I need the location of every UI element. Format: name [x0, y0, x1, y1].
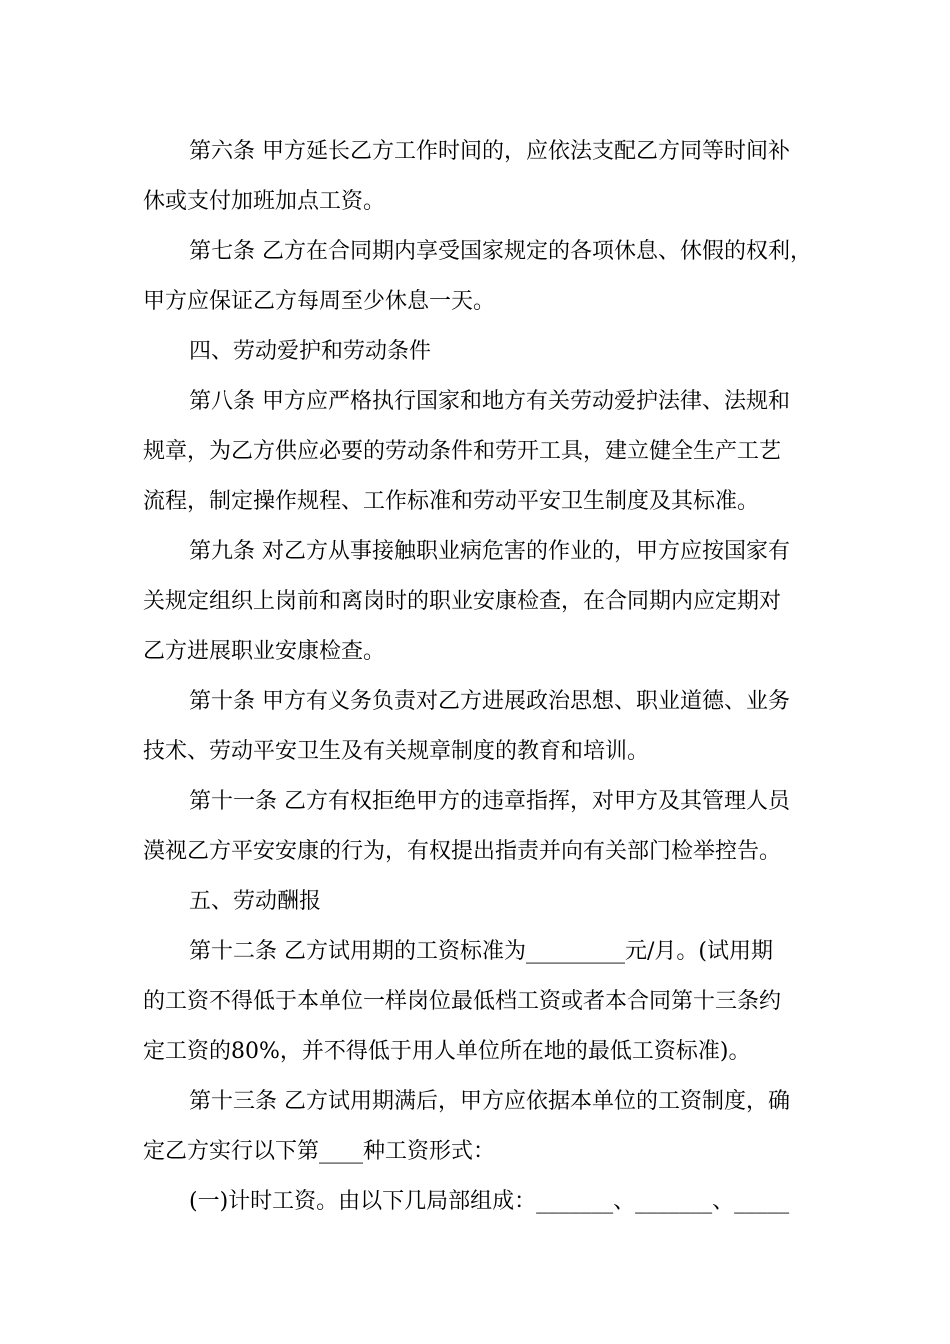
paragraph-line: 第八条 甲方应严格执行国家和地方有关劳动爱护法律、法规和: [189, 389, 790, 414]
paragraph-line: 第七条 乙方在合同期内享受国家规定的各项休息、休假的权利，: [189, 239, 812, 264]
section-heading: 五、劳动酬报: [189, 889, 322, 914]
paragraph-line: 流程，制定操作规程、工作标准和劳动平安卫生制度及其标准。: [143, 489, 760, 514]
paragraph-line: 乙方进展职业安康检查。: [143, 639, 386, 664]
paragraph-line: 第十二条 乙方试用期的工资标准为_________元/月。(试用期: [189, 939, 773, 964]
paragraph-line: 定工资的80%，并不得低于用人单位所在地的最低工资标准)。: [143, 1039, 751, 1064]
paragraph-line: 定乙方实行以下第____种工资形式：: [143, 1139, 496, 1164]
paragraph-line: 第九条 对乙方从事接触职业病危害的作业的，甲方应按国家有: [189, 539, 790, 564]
paragraph-line: (一)计时工资。由以下几局部组成：_______、_______、_____: [189, 1189, 790, 1214]
paragraph-line: 休或支付加班加点工资。: [143, 189, 386, 214]
paragraph-line: 甲方应保证乙方每周至少休息一天。: [143, 289, 496, 314]
paragraph-line: 规章，为乙方供应必要的劳动条件和劳开工具，建立健全生产工艺: [143, 439, 782, 464]
paragraph-line: 第十三条 乙方试用期满后，甲方应依据本单位的工资制度，确: [189, 1089, 790, 1114]
paragraph-line: 的工资不得低于本单位一样岗位最低档工资或者本合同第十三条约: [143, 989, 782, 1014]
paragraph-line: 关规定组织上岗前和离岗时的职业安康检查，在合同期内应定期对: [143, 589, 782, 614]
section-heading: 四、劳动爱护和劳动条件: [189, 339, 432, 364]
paragraph-line: 第六条 甲方延长乙方工作时间的，应依法支配乙方同等时间补: [189, 139, 790, 164]
paragraph-line: 第十一条 乙方有权拒绝甲方的违章指挥，对甲方及其管理人员: [189, 789, 790, 814]
paragraph-line: 第十条 甲方有义务负责对乙方进展政治思想、职业道德、业务: [189, 689, 790, 714]
paragraph-line: 技术、劳动平安卫生及有关规章制度的教育和培训。: [143, 739, 650, 764]
paragraph-line: 漠视乙方平安安康的行为，有权提出指责并向有关部门检举控告。: [143, 839, 782, 864]
